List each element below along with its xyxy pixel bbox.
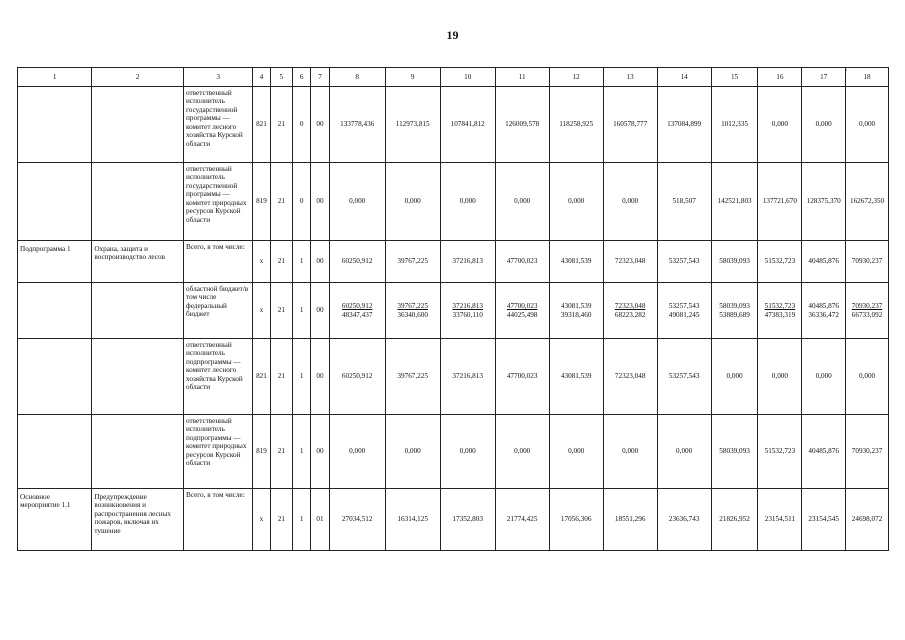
code-cell: 21	[270, 339, 292, 415]
value-total: 70930,237	[851, 302, 883, 311]
value-cell	[711, 283, 758, 339]
name-cell	[92, 283, 184, 339]
value-cell: 58039,093	[711, 415, 758, 489]
value-cell: 53257,543	[657, 339, 711, 415]
code-cell: х	[253, 241, 270, 283]
code-cell: 00	[311, 339, 329, 415]
value-federal: 49081,245	[668, 310, 700, 319]
value-cell: 23636,743	[657, 489, 711, 551]
value-cell: 23154,511	[758, 489, 802, 551]
value-federal: 44025,498	[506, 310, 538, 319]
code-cell: 21	[270, 415, 292, 489]
name-cell	[92, 415, 184, 489]
value-cell: 0,000	[440, 415, 495, 489]
value-cell: 37216,813	[440, 241, 495, 283]
value-federal: 53889,689	[719, 310, 750, 319]
value-cell: 70930,237	[846, 415, 889, 489]
value-total: 47700,023	[506, 302, 538, 311]
header-row	[18, 68, 889, 87]
code-cell: 819	[253, 163, 270, 241]
value-cell: 142521,803	[711, 163, 758, 241]
column-header: 18	[846, 68, 889, 87]
value-cell: 137721,670	[758, 163, 802, 241]
table-row	[18, 415, 889, 489]
name-cell	[92, 87, 184, 163]
value-cell: 58039,093	[711, 241, 758, 283]
value-federal: 66733,092	[851, 310, 883, 319]
value-cell: 47700,023	[495, 339, 549, 415]
value-cell: 126009,578	[495, 87, 549, 163]
value-cell: 60250,912	[329, 339, 385, 415]
code-cell: 21	[270, 241, 292, 283]
code-cell: 821	[253, 87, 270, 163]
value-cell: 0,000	[603, 415, 657, 489]
executor-cell: Всего, в том числе:	[184, 489, 253, 551]
table-row	[18, 283, 889, 339]
value-cell: 21826,952	[711, 489, 758, 551]
value-total: 51532,723	[764, 302, 796, 311]
value-cell: 0,000	[758, 339, 802, 415]
value-federal: 68223,282	[614, 310, 646, 319]
value-cell: 0,000	[657, 415, 711, 489]
value-cell	[549, 283, 603, 339]
code-cell: х	[253, 489, 270, 551]
code-cell: 1	[293, 283, 311, 339]
column-header: 13	[603, 68, 657, 87]
code-cell: 00	[311, 87, 329, 163]
value-cell: 0,000	[329, 415, 385, 489]
budget-table	[17, 67, 889, 551]
code-cell: 819	[253, 415, 270, 489]
status-cell	[18, 283, 92, 339]
value-cell: 39767,225	[385, 241, 440, 283]
name-cell	[92, 163, 184, 241]
value-cell	[385, 283, 440, 339]
value-total: 39767,225	[397, 302, 428, 311]
value-cell: 0,000	[329, 163, 385, 241]
value-cell: 0,000	[758, 87, 802, 163]
code-cell: 821	[253, 339, 270, 415]
value-cell: 47700,023	[495, 241, 549, 283]
value-cell: 0,000	[549, 163, 603, 241]
value-cell: 53257,543	[657, 241, 711, 283]
table-row	[18, 339, 889, 415]
column-header: 7	[311, 68, 329, 87]
value-cell: 0,000	[711, 339, 758, 415]
value-cell: 24698,072	[846, 489, 889, 551]
code-cell: 1	[293, 415, 311, 489]
column-header: 10	[440, 68, 495, 87]
code-cell: 0	[293, 163, 311, 241]
value-total: 72323,048	[614, 302, 646, 311]
column-header: 4	[253, 68, 270, 87]
table-header	[18, 68, 889, 87]
status-cell	[18, 87, 92, 163]
code-cell: 21	[270, 489, 292, 551]
value-federal: 36336,472	[808, 310, 839, 319]
value-cell	[603, 283, 657, 339]
value-cell: 43081,539	[549, 339, 603, 415]
value-cell: 107841,812	[440, 87, 495, 163]
column-header: 14	[657, 68, 711, 87]
value-cell: 0,000	[603, 163, 657, 241]
value-federal: 48347,437	[341, 310, 373, 319]
executor-cell: ответственный исполнитель подпрограммы — комитет лесного хозяйства Курской области	[184, 339, 253, 415]
value-cell: 0,000	[385, 163, 440, 241]
value-cell: 0,000	[385, 415, 440, 489]
table-row	[18, 163, 889, 241]
code-cell: 0	[293, 87, 311, 163]
executor-cell: областной бюджет/в том числе федеральный бюджет	[184, 283, 253, 339]
code-cell: 01	[311, 489, 329, 551]
value-cell: 1012,335	[711, 87, 758, 163]
column-header: 11	[495, 68, 549, 87]
value-cell: 39767,225	[385, 339, 440, 415]
value-cell: 21774,425	[495, 489, 549, 551]
value-federal: 33760,110	[452, 310, 483, 319]
value-cell: 17352,803	[440, 489, 495, 551]
code-cell: 00	[311, 241, 329, 283]
value-cell: 23154,545	[802, 489, 846, 551]
value-cell: 0,000	[846, 87, 889, 163]
value-cell: 18551,296	[603, 489, 657, 551]
value-cell	[758, 283, 802, 339]
name-cell: Охрана, защита и воспроизводство лесов	[92, 241, 184, 283]
column-header: 17	[802, 68, 846, 87]
value-cell: 27034,512	[329, 489, 385, 551]
value-cell: 0,000	[495, 163, 549, 241]
column-header: 16	[758, 68, 802, 87]
column-header: 8	[329, 68, 385, 87]
value-cell: 133778,436	[329, 87, 385, 163]
code-cell: 1	[293, 339, 311, 415]
value-cell: 112973,815	[385, 87, 440, 163]
code-cell: 21	[270, 87, 292, 163]
value-cell: 43081,539	[549, 241, 603, 283]
value-total: 60250,912	[341, 302, 373, 311]
column-header: 6	[293, 68, 311, 87]
value-cell: 51532,723	[758, 241, 802, 283]
value-cell: 160578,777	[603, 87, 657, 163]
value-cell	[440, 283, 495, 339]
value-cell: 70930,237	[846, 241, 889, 283]
value-cell: 162672,350	[846, 163, 889, 241]
column-header: 3	[184, 68, 253, 87]
value-cell: 0,000	[549, 415, 603, 489]
code-cell: 00	[311, 415, 329, 489]
value-cell: 40485,876	[802, 241, 846, 283]
value-cell: 118258,925	[549, 87, 603, 163]
page-number: 19	[446, 28, 459, 42]
value-cell: 72323,048	[603, 339, 657, 415]
value-cell: 0,000	[846, 339, 889, 415]
value-cell: 60250,912	[329, 241, 385, 283]
value-cell: 128375,370	[802, 163, 846, 241]
value-cell: 40485,876	[802, 415, 846, 489]
status-cell	[18, 415, 92, 489]
code-cell: 1	[293, 489, 311, 551]
table-row	[18, 489, 889, 551]
value-federal: 47383,319	[764, 310, 796, 319]
executor-cell: ответственный исполнитель подпрограммы — комитет природных ресурсов Курской области	[184, 415, 253, 489]
value-cell: 137084,899	[657, 87, 711, 163]
code-cell: 21	[270, 163, 292, 241]
table-body	[18, 87, 889, 551]
value-cell: 0,000	[440, 163, 495, 241]
value-cell: 37216,813	[440, 339, 495, 415]
value-total: 40485,876	[808, 302, 839, 311]
status-cell	[18, 163, 92, 241]
value-federal: 36340,600	[397, 310, 428, 319]
column-header: 9	[385, 68, 440, 87]
value-cell: 17056,306	[549, 489, 603, 551]
value-cell: 0,000	[495, 415, 549, 489]
code-cell: х	[253, 283, 270, 339]
value-cell: 16314,125	[385, 489, 440, 551]
value-cell: 518,507	[657, 163, 711, 241]
column-header: 12	[549, 68, 603, 87]
status-cell	[18, 339, 92, 415]
table-row	[18, 87, 889, 163]
executor-cell: ответственный исполнитель государственной программы — комитет природных ресурсов Курской области	[184, 163, 253, 241]
name-cell	[92, 339, 184, 415]
table-row	[18, 241, 889, 283]
value-total: 37216,813	[452, 302, 483, 311]
value-total: 58039,093	[719, 302, 750, 311]
stray-mark: ·	[845, 66, 848, 75]
executor-cell: Всего, в том числе:	[184, 241, 253, 283]
value-cell	[329, 283, 385, 339]
value-cell	[495, 283, 549, 339]
code-cell: 00	[311, 163, 329, 241]
executor-cell: ответственный исполнитель государственной программы — комитет лесного хозяйства Курской области	[184, 87, 253, 163]
column-header: 15	[711, 68, 758, 87]
code-cell: 1	[293, 241, 311, 283]
code-cell: 00	[311, 283, 329, 339]
value-cell: 72323,048	[603, 241, 657, 283]
column-header: 1	[18, 68, 92, 87]
value-cell: 0,000	[802, 339, 846, 415]
status-cell: Подпрограмма 1	[18, 241, 92, 283]
value-federal: 39318,460	[560, 310, 592, 319]
value-cell	[657, 283, 711, 339]
value-cell	[802, 283, 846, 339]
value-cell: 51532,723	[758, 415, 802, 489]
value-cell: 0,000	[802, 87, 846, 163]
column-header: 2	[92, 68, 184, 87]
value-total: 53257,543	[668, 302, 700, 311]
status-cell: Основное мероприятие 1.1	[18, 489, 92, 551]
value-cell	[846, 283, 889, 339]
code-cell: 21	[270, 283, 292, 339]
name-cell: Предупреждение возникновения и распространения лесных пожаров, включая их тушение	[92, 489, 184, 551]
column-header: 5	[270, 68, 292, 87]
value-total: 43081,539	[560, 302, 592, 311]
